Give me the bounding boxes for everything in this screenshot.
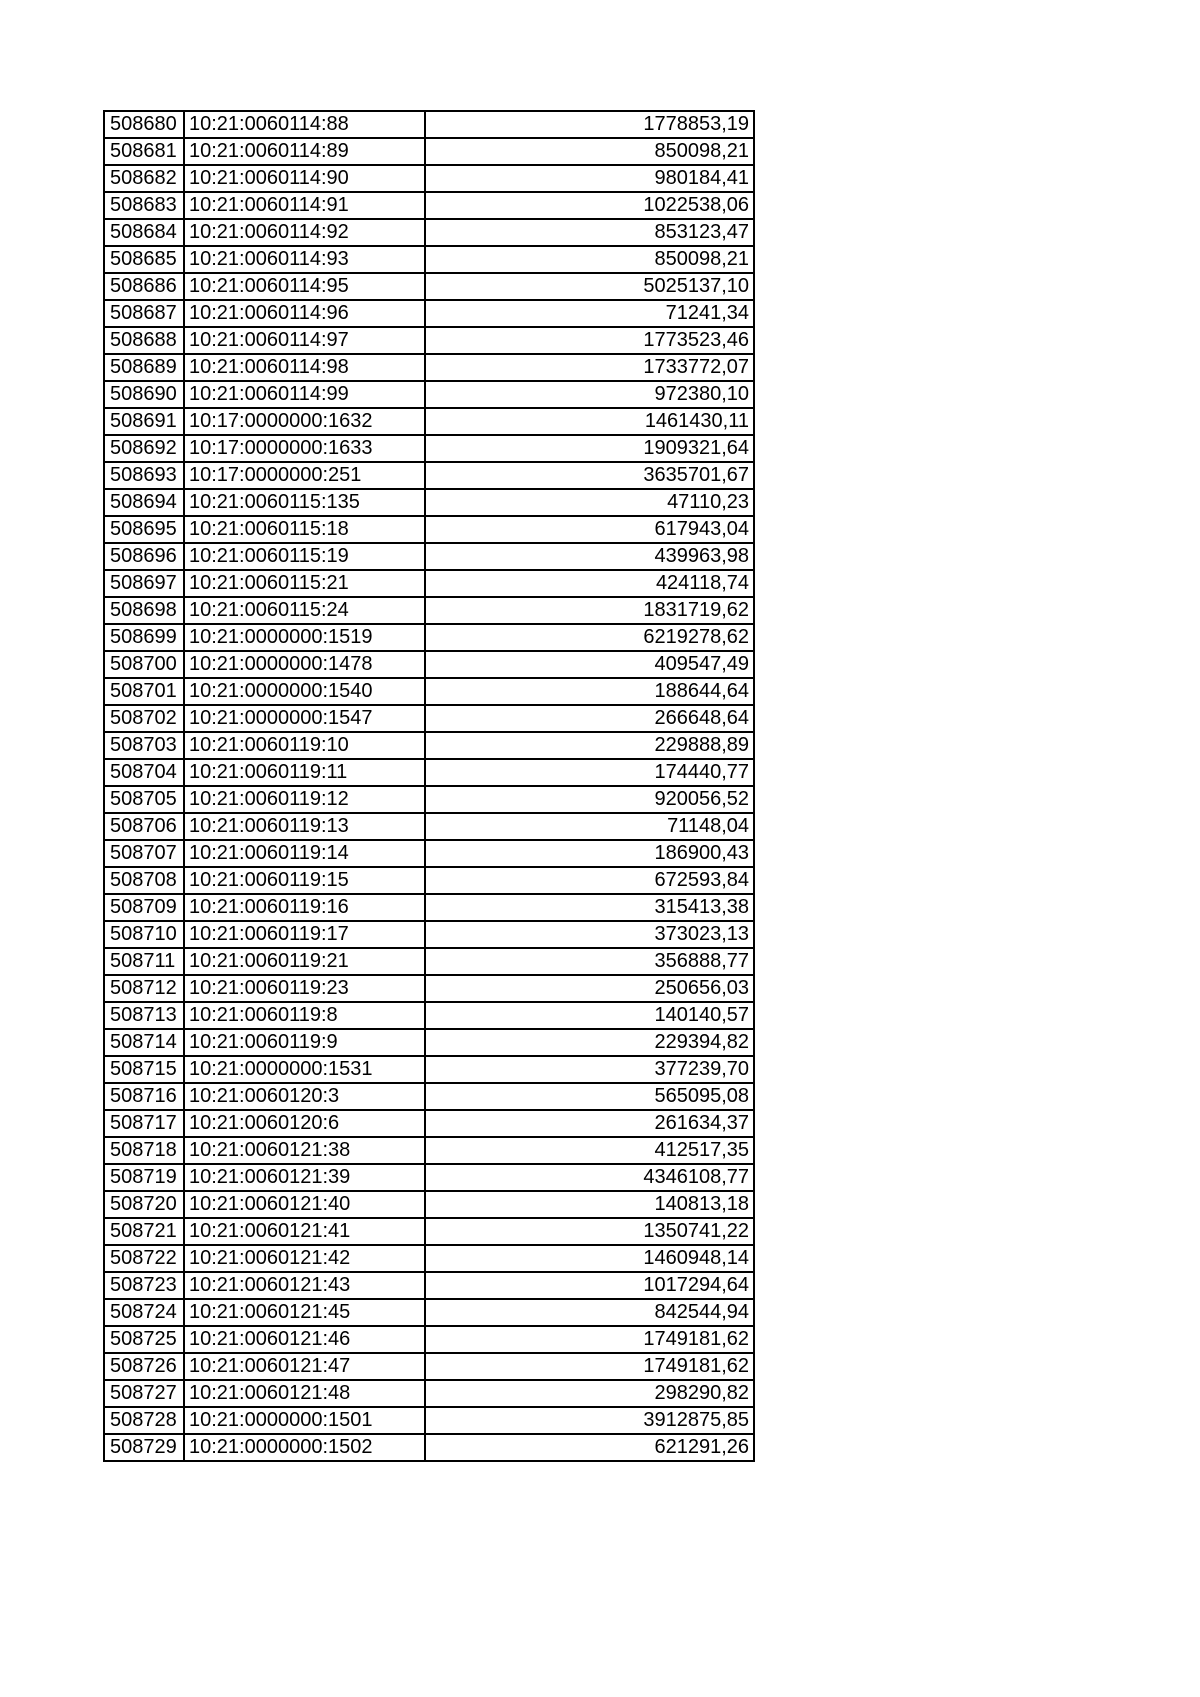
row-id-cell: 508722 [104, 1245, 184, 1272]
value-cell: 315413,38 [425, 894, 754, 921]
table-row [104, 894, 754, 921]
value-cell: 174440,77 [425, 759, 754, 786]
row-id-cell: 508711 [104, 948, 184, 975]
table-row [104, 435, 754, 462]
table-row [104, 1002, 754, 1029]
value-cell: 356888,77 [425, 948, 754, 975]
row-id-cell: 508700 [104, 651, 184, 678]
row-id-cell: 508687 [104, 300, 184, 327]
table-row [104, 408, 754, 435]
row-id-cell: 508720 [104, 1191, 184, 1218]
cadastral-number-cell: 10:21:0000000:1531 [184, 1056, 425, 1083]
value-cell: 250656,03 [425, 975, 754, 1002]
value-cell: 850098,21 [425, 246, 754, 273]
cadastral-number-cell: 10:21:0060119:11 [184, 759, 425, 786]
row-id-cell: 508690 [104, 381, 184, 408]
row-id-cell: 508716 [104, 1083, 184, 1110]
row-id-cell: 508699 [104, 624, 184, 651]
cadastral-number-cell: 10:21:0060114:90 [184, 165, 425, 192]
row-id-cell: 508692 [104, 435, 184, 462]
table-row [104, 1056, 754, 1083]
value-cell: 1831719,62 [425, 597, 754, 624]
table-row [104, 1137, 754, 1164]
table-row [104, 138, 754, 165]
table-row [104, 975, 754, 1002]
value-cell: 6219278,62 [425, 624, 754, 651]
table-row [104, 705, 754, 732]
row-id-cell: 508704 [104, 759, 184, 786]
cadastral-number-cell: 10:21:0060115:21 [184, 570, 425, 597]
value-cell: 621291,26 [425, 1434, 754, 1461]
table-row [104, 246, 754, 273]
table-row [104, 381, 754, 408]
value-cell: 47110,23 [425, 489, 754, 516]
table-row [104, 1353, 754, 1380]
table-row [104, 1218, 754, 1245]
table-row [104, 1380, 754, 1407]
table-body [104, 111, 754, 1461]
value-cell: 71148,04 [425, 813, 754, 840]
table-row [104, 1110, 754, 1137]
table-row [104, 1245, 754, 1272]
table-row [104, 219, 754, 246]
cadastral-number-cell: 10:21:0060121:47 [184, 1353, 425, 1380]
value-cell: 373023,13 [425, 921, 754, 948]
table-row [104, 948, 754, 975]
table-row [104, 516, 754, 543]
table-row [104, 732, 754, 759]
row-id-cell: 508685 [104, 246, 184, 273]
value-cell: 3635701,67 [425, 462, 754, 489]
row-id-cell: 508726 [104, 1353, 184, 1380]
value-cell: 140813,18 [425, 1191, 754, 1218]
table-row [104, 1299, 754, 1326]
cadastral-number-cell: 10:21:0060121:40 [184, 1191, 425, 1218]
row-id-cell: 508702 [104, 705, 184, 732]
data-table [103, 110, 755, 1462]
cadastral-number-cell: 10:21:0060114:96 [184, 300, 425, 327]
cadastral-number-cell: 10:21:0060115:135 [184, 489, 425, 516]
row-id-cell: 508681 [104, 138, 184, 165]
value-cell: 186900,43 [425, 840, 754, 867]
row-id-cell: 508696 [104, 543, 184, 570]
cadastral-number-cell: 10:21:0060114:97 [184, 327, 425, 354]
value-cell: 1749181,62 [425, 1326, 754, 1353]
row-id-cell: 508724 [104, 1299, 184, 1326]
table-row [104, 813, 754, 840]
row-id-cell: 508688 [104, 327, 184, 354]
cadastral-number-cell: 10:21:0060121:45 [184, 1299, 425, 1326]
row-id-cell: 508728 [104, 1407, 184, 1434]
cadastral-number-cell: 10:21:0060119:13 [184, 813, 425, 840]
cadastral-number-cell: 10:21:0060120:6 [184, 1110, 425, 1137]
cadastral-number-cell: 10:21:0000000:1478 [184, 651, 425, 678]
row-id-cell: 508709 [104, 894, 184, 921]
row-id-cell: 508684 [104, 219, 184, 246]
cadastral-number-cell: 10:21:0060119:9 [184, 1029, 425, 1056]
value-cell: 842544,94 [425, 1299, 754, 1326]
table-row [104, 678, 754, 705]
value-cell: 140140,57 [425, 1002, 754, 1029]
row-id-cell: 508701 [104, 678, 184, 705]
cadastral-number-cell: 10:21:0000000:1540 [184, 678, 425, 705]
table-row [104, 651, 754, 678]
value-cell: 266648,64 [425, 705, 754, 732]
table-row [104, 1191, 754, 1218]
cadastral-number-cell: 10:21:0060119:12 [184, 786, 425, 813]
value-cell: 1733772,07 [425, 354, 754, 381]
value-cell: 412517,35 [425, 1137, 754, 1164]
cadastral-number-cell: 10:21:0060114:98 [184, 354, 425, 381]
value-cell: 377239,70 [425, 1056, 754, 1083]
cadastral-number-cell: 10:17:0000000:1633 [184, 435, 425, 462]
cadastral-number-cell: 10:21:0060114:99 [184, 381, 425, 408]
cadastral-number-cell: 10:17:0000000:1632 [184, 408, 425, 435]
cadastral-number-cell: 10:21:0060119:16 [184, 894, 425, 921]
table-row [104, 1326, 754, 1353]
value-cell: 229394,82 [425, 1029, 754, 1056]
row-id-cell: 508682 [104, 165, 184, 192]
row-id-cell: 508694 [104, 489, 184, 516]
table-row [104, 759, 754, 786]
cadastral-number-cell: 10:21:0060121:38 [184, 1137, 425, 1164]
value-cell: 261634,37 [425, 1110, 754, 1137]
row-id-cell: 508719 [104, 1164, 184, 1191]
cadastral-number-cell: 10:21:0060115:18 [184, 516, 425, 543]
value-cell: 1017294,64 [425, 1272, 754, 1299]
row-id-cell: 508697 [104, 570, 184, 597]
cadastral-number-cell: 10:21:0060114:88 [184, 111, 425, 138]
cadastral-number-cell: 10:21:0000000:1501 [184, 1407, 425, 1434]
table-row [104, 489, 754, 516]
cadastral-number-cell: 10:21:0060119:17 [184, 921, 425, 948]
value-cell: 298290,82 [425, 1380, 754, 1407]
cadastral-number-cell: 10:21:0000000:1519 [184, 624, 425, 651]
value-cell: 1460948,14 [425, 1245, 754, 1272]
cadastral-number-cell: 10:21:0060121:48 [184, 1380, 425, 1407]
row-id-cell: 508686 [104, 273, 184, 300]
value-cell: 188644,64 [425, 678, 754, 705]
row-id-cell: 508717 [104, 1110, 184, 1137]
cadastral-number-cell: 10:21:0060114:93 [184, 246, 425, 273]
row-id-cell: 508683 [104, 192, 184, 219]
cadastral-number-cell: 10:21:0060121:43 [184, 1272, 425, 1299]
table-row [104, 1029, 754, 1056]
row-id-cell: 508727 [104, 1380, 184, 1407]
row-id-cell: 508713 [104, 1002, 184, 1029]
value-cell: 5025137,10 [425, 273, 754, 300]
row-id-cell: 508703 [104, 732, 184, 759]
value-cell: 920056,52 [425, 786, 754, 813]
value-cell: 565095,08 [425, 1083, 754, 1110]
table-row [104, 570, 754, 597]
value-cell: 229888,89 [425, 732, 754, 759]
row-id-cell: 508698 [104, 597, 184, 624]
table-row [104, 786, 754, 813]
value-cell: 409547,49 [425, 651, 754, 678]
cadastral-number-cell: 10:21:0060115:19 [184, 543, 425, 570]
table-row [104, 543, 754, 570]
cadastral-number-cell: 10:21:0060119:21 [184, 948, 425, 975]
table-row [104, 354, 754, 381]
cadastral-number-cell: 10:21:0060121:39 [184, 1164, 425, 1191]
table-row [104, 1272, 754, 1299]
value-cell: 1778853,19 [425, 111, 754, 138]
cadastral-number-cell: 10:21:0060120:3 [184, 1083, 425, 1110]
value-cell: 972380,10 [425, 381, 754, 408]
table-row [104, 867, 754, 894]
table-row [104, 1407, 754, 1434]
table-row [104, 921, 754, 948]
cadastral-number-cell: 10:21:0060119:15 [184, 867, 425, 894]
value-cell: 1773523,46 [425, 327, 754, 354]
row-id-cell: 508710 [104, 921, 184, 948]
row-id-cell: 508706 [104, 813, 184, 840]
table-row [104, 624, 754, 651]
table-row [104, 1434, 754, 1461]
row-id-cell: 508695 [104, 516, 184, 543]
value-cell: 1749181,62 [425, 1353, 754, 1380]
table-row [104, 327, 754, 354]
table-row [104, 1083, 754, 1110]
value-cell: 4346108,77 [425, 1164, 754, 1191]
value-cell: 1909321,64 [425, 435, 754, 462]
cadastral-number-cell: 10:21:0060119:23 [184, 975, 425, 1002]
value-cell: 3912875,85 [425, 1407, 754, 1434]
row-id-cell: 508715 [104, 1056, 184, 1083]
value-cell: 1022538,06 [425, 192, 754, 219]
table-row [104, 462, 754, 489]
cadastral-number-cell: 10:21:0000000:1547 [184, 705, 425, 732]
value-cell: 439963,98 [425, 543, 754, 570]
row-id-cell: 508721 [104, 1218, 184, 1245]
table-row [104, 273, 754, 300]
cadastral-number-cell: 10:21:0060114:91 [184, 192, 425, 219]
cadastral-number-cell: 10:21:0060115:24 [184, 597, 425, 624]
table-row [104, 1164, 754, 1191]
row-id-cell: 508680 [104, 111, 184, 138]
row-id-cell: 508691 [104, 408, 184, 435]
row-id-cell: 508705 [104, 786, 184, 813]
value-cell: 617943,04 [425, 516, 754, 543]
table-row [104, 165, 754, 192]
value-cell: 980184,41 [425, 165, 754, 192]
row-id-cell: 508723 [104, 1272, 184, 1299]
value-cell: 1461430,11 [425, 408, 754, 435]
table-row [104, 111, 754, 138]
row-id-cell: 508718 [104, 1137, 184, 1164]
table-row [104, 300, 754, 327]
cadastral-number-cell: 10:17:0000000:251 [184, 462, 425, 489]
table-row [104, 840, 754, 867]
cadastral-number-cell: 10:21:0060114:92 [184, 219, 425, 246]
value-cell: 672593,84 [425, 867, 754, 894]
cadastral-number-cell: 10:21:0060121:46 [184, 1326, 425, 1353]
row-id-cell: 508712 [104, 975, 184, 1002]
cadastral-number-cell: 10:21:0060114:95 [184, 273, 425, 300]
row-id-cell: 508693 [104, 462, 184, 489]
cadastral-number-cell: 10:21:0060119:14 [184, 840, 425, 867]
cadastral-number-cell: 10:21:0000000:1502 [184, 1434, 425, 1461]
row-id-cell: 508725 [104, 1326, 184, 1353]
row-id-cell: 508714 [104, 1029, 184, 1056]
row-id-cell: 508729 [104, 1434, 184, 1461]
row-id-cell: 508707 [104, 840, 184, 867]
table-row [104, 597, 754, 624]
value-cell: 424118,74 [425, 570, 754, 597]
value-cell: 853123,47 [425, 219, 754, 246]
value-cell: 71241,34 [425, 300, 754, 327]
value-cell: 1350741,22 [425, 1218, 754, 1245]
row-id-cell: 508708 [104, 867, 184, 894]
cadastral-number-cell: 10:21:0060121:42 [184, 1245, 425, 1272]
value-cell: 850098,21 [425, 138, 754, 165]
cadastral-number-cell: 10:21:0060121:41 [184, 1218, 425, 1245]
row-id-cell: 508689 [104, 354, 184, 381]
cadastral-number-cell: 10:21:0060119:8 [184, 1002, 425, 1029]
table-row [104, 192, 754, 219]
cadastral-number-cell: 10:21:0060114:89 [184, 138, 425, 165]
cadastral-number-cell: 10:21:0060119:10 [184, 732, 425, 759]
